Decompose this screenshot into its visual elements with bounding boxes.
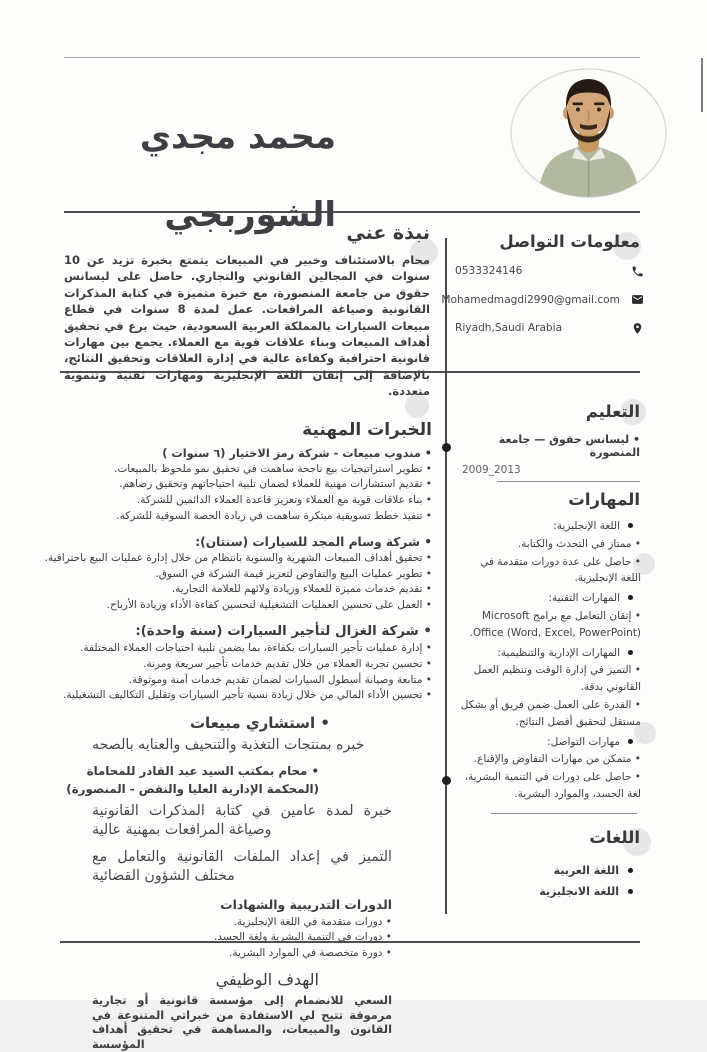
education-section xyxy=(455,402,645,476)
main-column xyxy=(30,222,432,1051)
skill-item: • التميز في إدارة الوقت وتنظيم العمل القانوني بدقة. xyxy=(473,664,641,694)
experience-line: • العمل على تحسين العمليات التشغيلية لتحسين كفاءة الأداء وزيادة الأرباح. xyxy=(106,599,432,612)
profile-photo xyxy=(510,68,667,198)
experience-line: (المحكمة الإدارية العليا والنقض - المنصورة) xyxy=(66,782,319,797)
experience-line: • محام بمكتب السيد عبد القادر للمحاماة xyxy=(86,763,319,778)
contact-row xyxy=(455,263,645,279)
email-icon xyxy=(631,293,644,306)
experience-line: • دورات متقدمة في اللغة الإنجليزية. xyxy=(233,915,392,928)
about-text: محام بالاستئناف وخبير في المبيعات يتمتع بخبرة تزيد عن 10 سنوات في المجالين القانوني والتجاري. حاصل على ليسانس حقوق من جامعة المنصورة، مع خبرة متميزة في كتابة المذكرات القانونية وصياغة المرافعات. عمل لمدة 8 سنوات في قطاع مبيعات السيارات بالمملكة العربية السعودية، حيث برع في تحقيق أهداف المبيعات وبناء علاقات قوية مع العملاء. يجمع بين مهارات قانونية احترافية وكفاءة عالية في إدارة العلاقات وتحقيق النتائج، بالإضافة إلى إتقان اللغة الإنجليزية ومهارات تقنية وتنموية متعددة. xyxy=(64,253,430,399)
about-section-title: نبذة عني xyxy=(346,222,430,244)
column-divider-line xyxy=(445,238,447,914)
experience-line: • شركة الغزال لتأجير السيارات (سنة واحدة): xyxy=(135,624,432,640)
experience-line: • تقديم استشارات مهنية للعملاء لضمان تلبية احتياجاتهم وتحقيق رضاهم. xyxy=(119,478,432,491)
experience-line: • شركة وسام المجد للسيارات (سنتان): xyxy=(195,534,432,549)
contact-row xyxy=(455,320,645,336)
experience-line: خبره بمنتجات التغذية والتنحيف والعنايه بالصحه xyxy=(92,737,365,754)
experience-line: • مندوب مبيعات - شركة رمز الاختيار (٦ سنوات ) xyxy=(162,446,432,460)
skills-section-title: المهارات xyxy=(568,490,640,509)
phone-icon xyxy=(631,265,644,278)
timeline-dot-education xyxy=(442,443,451,452)
skill-item: مهارات التواصل: xyxy=(455,734,645,751)
contact-value: Riyadh,Saudi Arabia xyxy=(455,322,563,334)
experience-line: • تنفيذ خطط تسويقية مبتكرة ساهمت في زيادة الحصة السوقية للشركة. xyxy=(116,510,432,523)
sidebar-divider-line xyxy=(491,813,637,814)
contact-row xyxy=(441,292,645,308)
portrait-illustration xyxy=(510,68,667,198)
languages-section xyxy=(455,828,645,902)
language-item: اللغة العربية xyxy=(455,860,645,881)
experience-line: • تطوير استراتيجيات بيع ناجحة ساهمت في تحقيق نمو ملحوظ بالمبيعات. xyxy=(114,462,432,475)
timeline-dot-skills xyxy=(442,776,451,785)
experience-line: التميز في إعداد الملفات القانونية والتعامل مع مختلف الشؤون القضائية xyxy=(92,848,392,885)
experience-line: • إدارة عمليات تأجير السيارات بكفاءة، بما يضمن تلبية احتياجات العملاء المختلفة. xyxy=(80,642,432,655)
skill-item: المهارات الإدارية والتنظيمية: xyxy=(455,645,645,662)
education-section-title: التعليم xyxy=(585,402,640,421)
contact-rows xyxy=(441,263,645,336)
skills-section xyxy=(455,490,645,804)
experience-blocks xyxy=(30,446,432,962)
education-degree: • ليسانس حقوق — جامعة المنصورة xyxy=(498,433,640,459)
skill-item: • حاصل على عدة دورات متقدمة في اللغة الإنجليزية. xyxy=(480,555,641,585)
skill-item: • حاصل على دورات في التنمية البشرية، لغة الجسد، والموارد البشرية. xyxy=(464,771,641,800)
experience-line: خبرة لمدة عامين في كتابة المذكرات القانونية وصياغة المرافعات بمهنية عالية xyxy=(92,802,392,839)
page-corner-mark xyxy=(701,58,703,112)
skill-item: اللغة الإنجليزية: xyxy=(455,518,645,535)
experience-line: • تحسين الأداء المالي من خلال زيادة نسبة تأجير السيارات وتقليل التكاليف التشغيلية. xyxy=(63,689,432,702)
sidebar-column xyxy=(441,232,645,932)
location-pin-icon xyxy=(631,322,644,335)
skill-item: • القدرة على العمل ضمن فريق أو بشكل مستقل لتحقيق أفضل النتائج. xyxy=(460,698,641,728)
language-item: اللغة الانجليزية xyxy=(455,881,645,902)
skill-item: • إتقان التعامل مع برامج Microsoft Office (Word, Excel, PowerPoint). xyxy=(469,609,641,639)
skill-item: • متمكن من مهارات التفاوض والإقناع. xyxy=(473,753,641,766)
experience-section-title: الخبرات المهنية xyxy=(302,419,432,440)
top-border-line xyxy=(64,57,640,58)
contact-value: Mohamedmagdi2990@gmail.com xyxy=(441,293,620,306)
experience-line: • تحقيق أهداف المبيعات الشهرية والسنوية بانتظام من خلال إدارة عمليات البيع باحترافية. xyxy=(44,551,432,564)
experience-line: • دورات في التنمية البشرية ولغة الجسد. xyxy=(213,931,392,944)
objective-text: السعي للانضمام إلى مؤسسة قانونية أو تجارية مرموقة تتيح لي الاستفادة من خبراتي المتنوعة في القانون والمبيعات، والمساهمة في تحقيق أهداف المؤسسة xyxy=(92,993,392,1051)
experience-line: • تقديم خدمات مميزة للعملاء وزيادة ولائهم للعلامة التجارية. xyxy=(171,583,432,596)
skill-item: • ممتاز في التحدث والكتابة. xyxy=(517,537,641,550)
experience-line: • استشاري مبيعات xyxy=(189,714,330,733)
sidebar-divider-line xyxy=(497,481,640,482)
contact-section xyxy=(441,232,645,349)
experience-line: • تطوير عمليات البيع والتفاوض لتعزيز قيمة الشركة في السوق. xyxy=(155,567,432,580)
candidate-name: محمد مجدي الشوربجي xyxy=(139,117,336,235)
languages-section-title: اللغات xyxy=(589,828,640,847)
skill-item: المهارات التقنية: xyxy=(455,590,645,607)
contact-section-title: معلومات التواصل xyxy=(499,232,640,251)
experience-line: • بناء علاقات قوية مع العملاء وتعزيز قاعدة العملاء الدائمين للشركة. xyxy=(136,494,432,507)
education-years: 2009_2013 xyxy=(462,464,521,476)
experience-line: • متابعة وصيانة أسطول السيارات لضمان تقديم خدمات آمنة وموثوقة. xyxy=(128,673,432,686)
objective-section-title: الهدف الوظيفي xyxy=(215,970,319,990)
experience-line: • تحسين تجربة العملاء من خلال تقديم خدمات تأجير سريعة ومرنة. xyxy=(143,657,432,670)
experience-line: • دورة متخصصة في الموارد البشرية. xyxy=(229,946,392,959)
languages-list xyxy=(455,860,645,902)
skills-list xyxy=(455,518,645,803)
contact-value: 0533324146 xyxy=(455,265,523,277)
experience-line: الدورات التدريبية والشهادات xyxy=(220,896,392,912)
